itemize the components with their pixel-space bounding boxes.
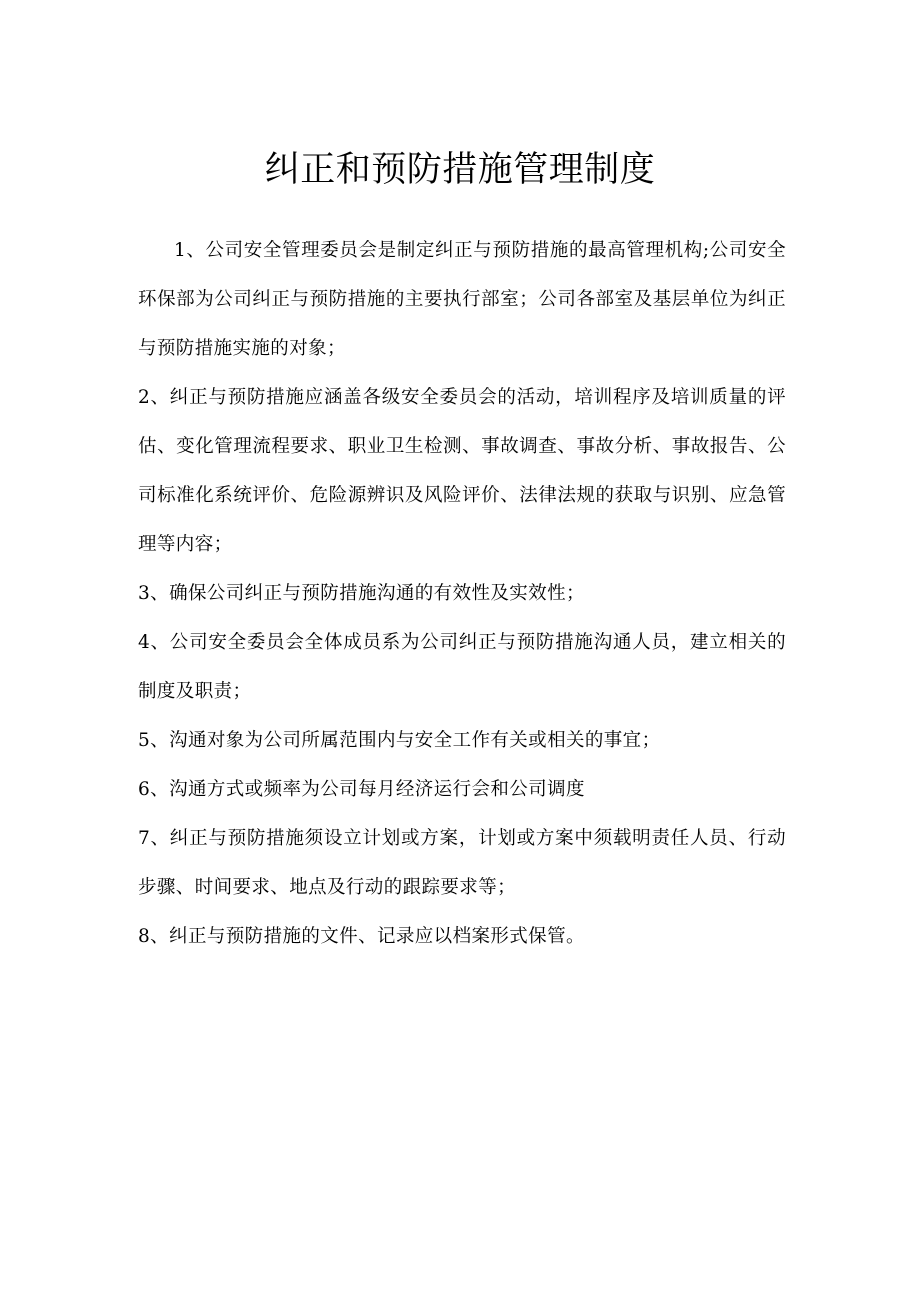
paragraph-3: 3、确保公司纠正与预防措施沟通的有效性及实效性； (138, 583, 585, 604)
document-title: 纠正和预防措施管理制度 (264, 150, 656, 190)
document-body (138, 226, 786, 961)
paragraph-4: 4、公司安全委员会全体成员系为公司纠正与预防措施沟通人员，建立相关的制度及职责； (138, 632, 786, 702)
paragraph-1: 1、公司安全管理委员会是制定纠正与预防措施的最高管理机构;公司安全环保部为公司纠正与预防措施的主要执行部室；公司各部室及基层单位为纠正与预防措施实施的对象； (138, 240, 786, 359)
paragraph-2: 2、纠正与预防措施应涵盖各级安全委员会的活动，培训程序及培训质量的评估、变化管理流程要求、职业卫生检测、事故调查、事故分析、事故报告、公司标准化系统评价、危险源辨识及风险评价、法律法规的获取与识别、应急管理等内容； (138, 387, 786, 555)
paragraph-7: 7、纠正与预防措施须设立计划或方案，计划或方案中须载明责任人员、行动步骤、时间要求、地点及行动的跟踪要求等； (138, 828, 786, 898)
paragraph-8: 8、纠正与预防措施的文件、记录应以档案形式保管。 (138, 926, 585, 947)
paragraph-5: 5、沟通对象为公司所属范围内与安全工作有关或相关的事宜； (138, 730, 661, 751)
paragraph-6: 6、沟通方式或频率为公司每月经济运行会和公司调度 (138, 779, 585, 800)
